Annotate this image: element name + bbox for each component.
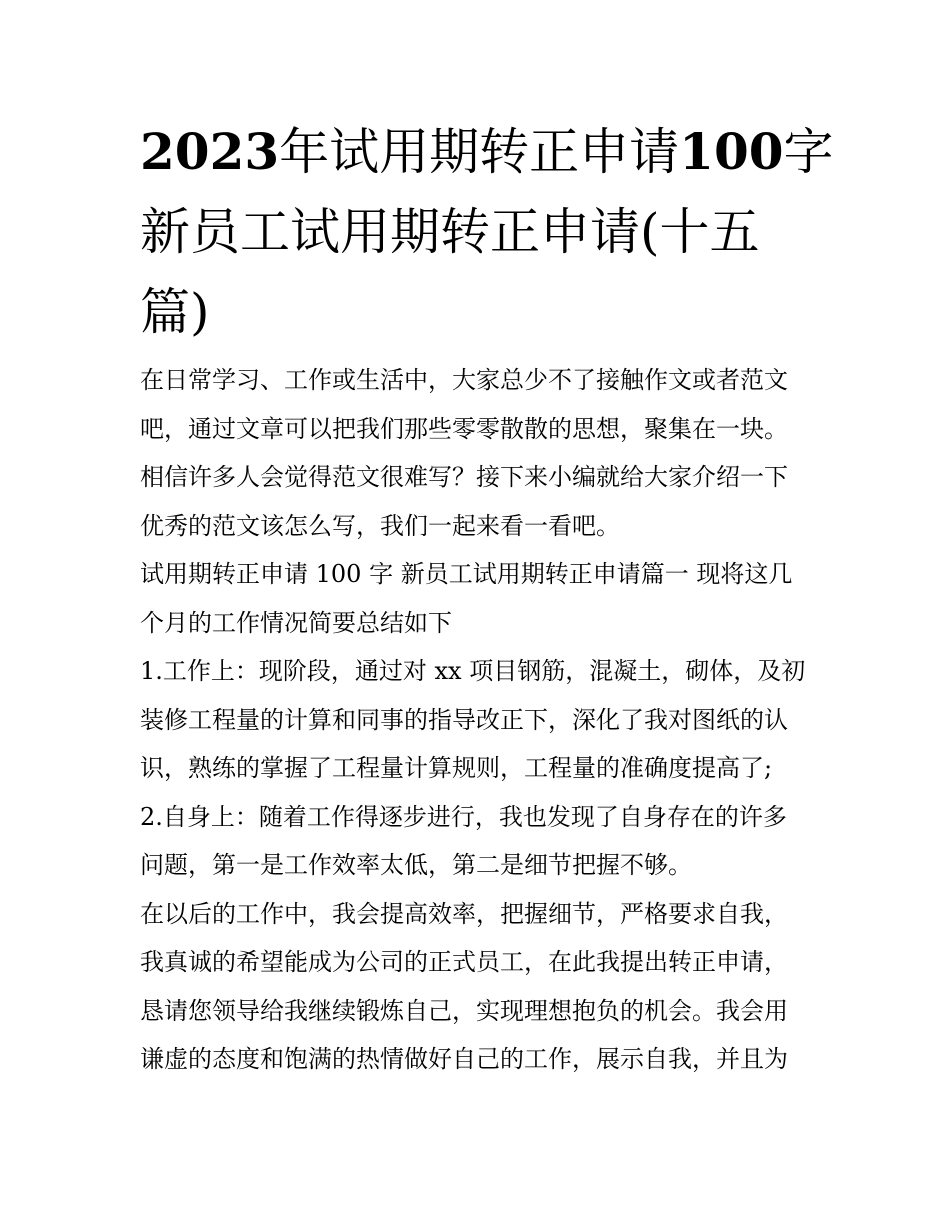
text-line: 恳请您领导给我继续锻炼自己，实现理想抱负的机会。我会用: [140, 996, 788, 1025]
text-line: 问题，第一是工作效率太低，第二是细节把握不够。: [140, 851, 692, 879]
paragraph-item-2: [140, 793, 830, 890]
paragraph-intro: [140, 356, 830, 550]
text-line: 优秀的范文该怎么写，我们一起来看一看吧。: [140, 511, 620, 540]
title-year: 2023: [140, 122, 280, 181]
text-line: 吧，通过文章可以把我们那些零零散散的思想，聚集在一块。: [140, 414, 788, 443]
text-line: 2.自身上：随着工作得逐步进行，我也发现了自身存在的许多: [140, 802, 787, 831]
text-line: 相信许多人会觉得范文很难写？接下来小编就给大家介绍一下: [140, 463, 788, 491]
text-line: 个月的工作情况简要总结如下: [140, 608, 452, 637]
text-line: 我真诚的希望能成为公司的正式员工，在此我提出转正申请，: [140, 948, 788, 976]
text-line: 谦虚的态度和饱满的热情做好自己的工作，展示自我，并且为: [140, 1045, 788, 1073]
document-title: [140, 112, 834, 352]
text-line: 在以后的工作中，我会提高效率，把握细节，严格要求自我，: [140, 899, 788, 928]
paragraph-conclusion: [140, 890, 830, 1084]
title-number: 100: [679, 122, 784, 181]
title-line-1: [140, 112, 834, 192]
text-line: 识，熟练的掌握了工程量计算规则，工程量的准确度提高了;: [140, 754, 773, 782]
text-line: 装修工程量的计算和同事的指导改正下，深化了我对图纸的认: [140, 705, 788, 734]
title-line-1-suffix: 字: [783, 123, 834, 181]
document-body: [140, 356, 830, 1084]
title-line-2: 新员工试用期转正申请(十五: [140, 203, 760, 261]
paragraph-item-1: [140, 647, 830, 793]
title-line-1-text: 年试用期转正申请: [279, 123, 680, 181]
text-line: 试用期转正申请 100 字 新员工试用期转正申请篇一 现将这几: [140, 560, 793, 588]
paragraph-section-heading: [140, 550, 830, 647]
text-line: 1.工作上：现阶段，通过对 xx 项目钢筋，混凝土，砌体，及初: [140, 657, 806, 685]
text-line: 在日常学习、工作或生活中，大家总少不了接触作文或者范文: [140, 366, 788, 394]
title-line-3: 篇): [140, 283, 210, 341]
